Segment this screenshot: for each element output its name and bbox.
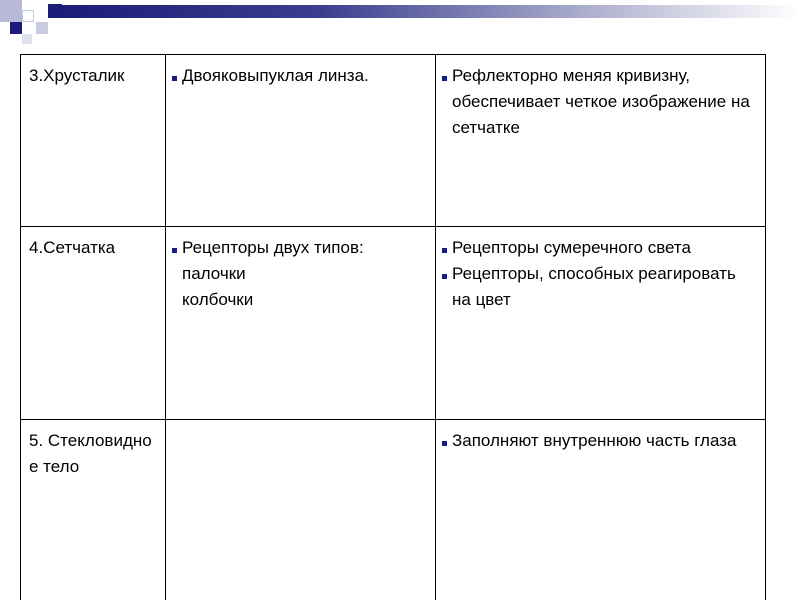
- function-cell: [436, 227, 766, 420]
- table-row: [21, 55, 766, 227]
- list-item: [172, 287, 429, 313]
- bullet-icon: [442, 274, 447, 279]
- function-cell: [436, 55, 766, 227]
- row-label-cell: [21, 55, 166, 227]
- bullet-icon: [172, 76, 177, 81]
- decor-square: [22, 10, 34, 22]
- eye-structure-table: [20, 54, 766, 600]
- list-item: [442, 428, 759, 454]
- function-text: Рецепторы, способных реагировать на цвет: [452, 264, 736, 309]
- structure-text: Двояковыпуклая линза.: [182, 66, 369, 85]
- structure-cell: [166, 227, 436, 420]
- decor-square: [10, 22, 22, 34]
- row-label-cell: [21, 227, 166, 420]
- bullet-icon: [442, 441, 447, 446]
- structure-cell: [166, 55, 436, 227]
- bullet-icon: [442, 248, 447, 253]
- function-text: Рефлекторно меняя кривизну, обеспечивает четкое изображение на сетчатке: [452, 66, 750, 137]
- structure-cell: [166, 420, 436, 600]
- row-label-cell: [21, 420, 166, 600]
- list-item: [172, 63, 429, 89]
- function-text: Рецепторы сумеречного света: [452, 238, 691, 257]
- list-item: [172, 235, 429, 287]
- header-band: [62, 5, 800, 18]
- table-row: [21, 420, 766, 600]
- bullet-icon: [442, 76, 447, 81]
- list-item: [442, 261, 759, 313]
- structure-text: колбочки: [182, 290, 254, 309]
- bullet-icon: [172, 248, 177, 253]
- decor-square: [48, 4, 62, 18]
- decor-square: [0, 0, 22, 22]
- list-item: [442, 235, 759, 261]
- decor-square: [22, 34, 32, 44]
- table-row: [21, 227, 766, 420]
- row-label: 3.Хрусталик: [29, 66, 125, 85]
- row-label: 4.Сетчатка: [29, 238, 116, 257]
- list-item: [442, 63, 759, 141]
- function-cell: [436, 420, 766, 600]
- row-label: 5. Стекловидное тело: [29, 431, 152, 476]
- function-text: Заполняют внутреннюю часть глаза: [452, 431, 737, 450]
- decor-square: [36, 22, 48, 34]
- structure-text: Рецепторы двух типов: палочки: [182, 238, 364, 283]
